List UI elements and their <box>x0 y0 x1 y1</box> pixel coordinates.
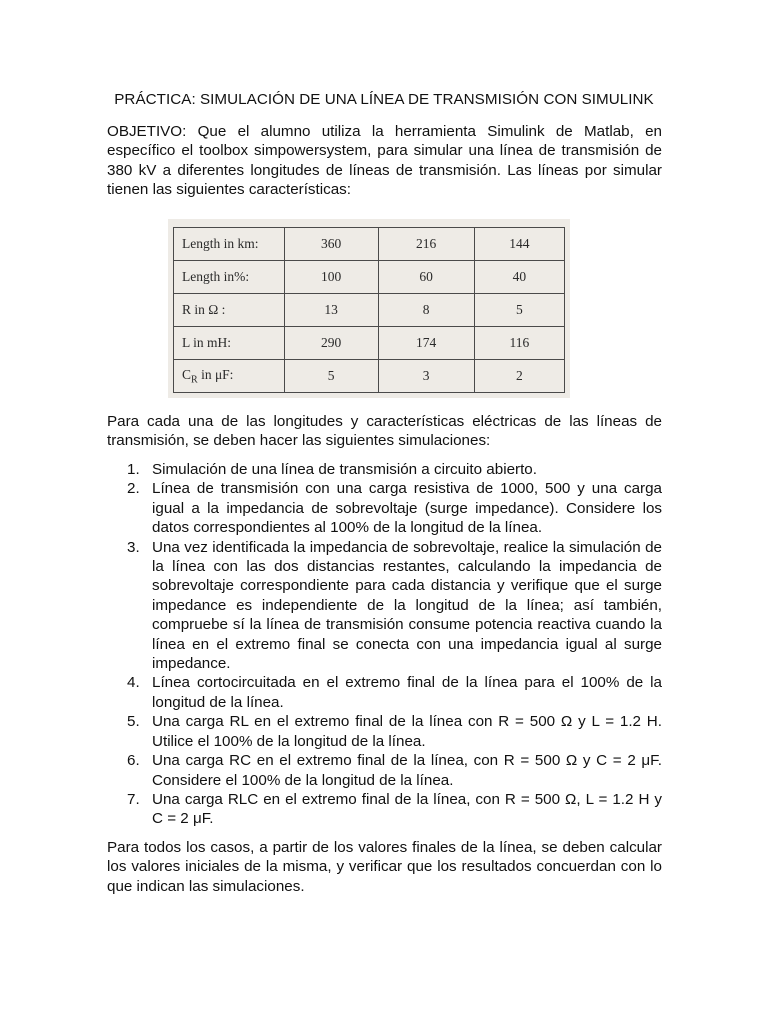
list-item <box>107 538 662 674</box>
row-label: R in Ω : <box>174 294 285 327</box>
row-label: Length in%: <box>174 261 285 294</box>
list-item-text: Una carga RL en el extremo final de la línea con R = 500 Ω y L = 1.2 H. Utilice el 100% de la longitud de la línea. <box>152 713 662 750</box>
row-label: Length in km: <box>174 228 285 261</box>
row-label: L in mH: <box>174 327 285 360</box>
list-item <box>107 479 662 537</box>
page-title: PRÁCTICA: SIMULACIÓN DE UNA LÍNEA DE TRANSMISIÓN CON SIMULINK <box>114 91 654 108</box>
table-cell: 116 <box>474 327 564 360</box>
list-item-text: Una carga RLC en el extremo final de la línea, con R = 500 Ω, L = 1.2 H y C = 2 μF. <box>152 790 662 828</box>
line-parameters-table <box>173 227 565 393</box>
list-item-text: Línea cortocircuitada en el extremo final de la línea para el 100% de la longitud de la línea. <box>152 674 662 711</box>
line-parameters-table-image <box>168 219 570 398</box>
list-item <box>107 673 662 712</box>
table-cell: 8 <box>378 294 474 327</box>
table-cell: 3 <box>378 360 474 393</box>
list-item-text: Línea de transmisión con una carga resistiva de 1000, 500 y una carga igual a la impedancia de sobrevoltaje (surge impedance). Considere los datos correspondientes al 100% de la longitud de la línea. <box>152 480 662 537</box>
table-cell: 60 <box>378 261 474 294</box>
table-cell: 174 <box>378 327 474 360</box>
table-row <box>174 228 565 261</box>
table-row <box>174 294 565 327</box>
list-item <box>107 460 662 479</box>
list-item-text: Una vez identificada la impedancia de sobrevoltaje, realice la simulación de la línea con las dos distancias restantes, calculando la impedancia de sobrevoltaje correspondiente para cada distancia y verifique que el surge impedance es independiente de la longitud de la línea; así también, compruebe sí la línea de transmisión consume potencia reactiva cuando la línea en el extremo final se conecta con una impedancia igual al surge impedance. <box>152 538 662 673</box>
table-cell: 2 <box>474 360 564 393</box>
list-item-text: Una carga RC en el extremo final de la línea, con R = 500 Ω y C = 2 μF. Considere el 100% de la longitud de la línea. <box>152 752 662 789</box>
table-cell: 144 <box>474 228 564 261</box>
list-item <box>107 712 662 751</box>
conclusion-paragraph: Para todos los casos, a partir de los valores finales de la línea, se deben calcular los valores iniciales de la misma, y verificar que los resultados concuerdan con lo que indican las simulaciones. <box>107 839 662 895</box>
list-item-number: 7. <box>127 790 140 808</box>
table-row <box>174 261 565 294</box>
list-item <box>107 790 662 829</box>
list-item-number: 4. <box>127 674 140 692</box>
table-cell: 360 <box>284 228 378 261</box>
list-item-number: 1. <box>127 461 140 478</box>
list-item <box>107 751 662 790</box>
table-cell: 40 <box>474 261 564 294</box>
list-item-number: 2. <box>127 480 140 498</box>
list-item-number: 3. <box>127 538 140 556</box>
list-item-number: 5. <box>127 713 140 731</box>
table-row <box>174 360 565 393</box>
table-row <box>174 327 565 360</box>
table-cell: 13 <box>284 294 378 327</box>
row-label: $C_R$ in μF: <box>174 360 285 393</box>
table-cell: 100 <box>284 261 378 294</box>
objective-paragraph: OBJETIVO: Que el alumno utiliza la herramienta Simulink de Matlab, en específico el toolbox simpowersystem, para simular una línea de transmisión de 380 kV a diferentes longitudes de líneas de transmisión. Las líneas por simular tienen las siguientes características: <box>107 123 662 199</box>
table-cell: 5 <box>474 294 564 327</box>
table-cell: 290 <box>284 327 378 360</box>
simulations-intro-paragraph: Para cada una de las longitudes y características eléctricas de las líneas de transmisión, se deben hacer las siguientes simulaciones: <box>107 413 662 450</box>
list-item-number: 6. <box>127 752 140 770</box>
table-cell: 5 <box>284 360 378 393</box>
list-item-text: Simulación de una línea de transmisión a circuito abierto. <box>152 461 537 478</box>
simulations-list <box>107 460 662 829</box>
table-cell: 216 <box>378 228 474 261</box>
